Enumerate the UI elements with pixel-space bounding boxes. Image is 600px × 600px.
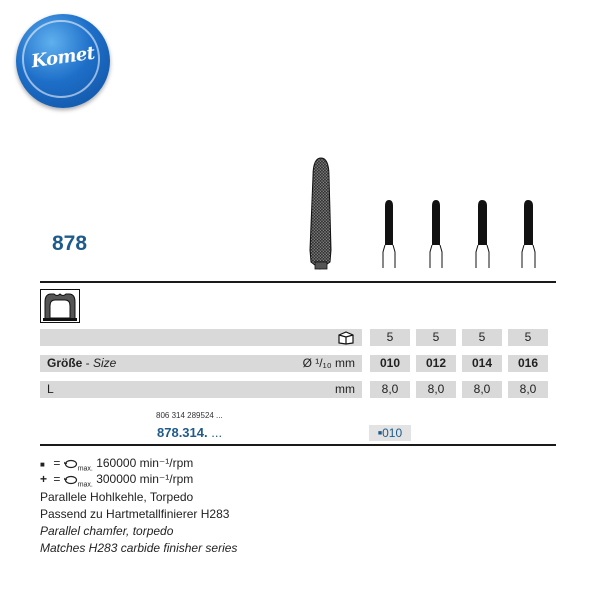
pack-qty-014: 5	[462, 329, 502, 346]
rotation-icon	[64, 459, 78, 469]
bur-size-014	[476, 200, 489, 268]
bur-size-016	[522, 200, 535, 268]
length-014: 8,0	[462, 381, 502, 398]
pack-qty-010: 5	[370, 329, 410, 346]
available-size: 010	[382, 426, 403, 440]
description-en-2: Matches H283 carbide finisher series	[40, 541, 238, 555]
rpm-note-1: ■ = $_{max.}$ 160000 min⁻¹/rpm	[40, 456, 194, 473]
length-unit: mm	[335, 382, 355, 396]
length-010: 8,0	[370, 381, 410, 398]
logo-text: Komet	[30, 42, 96, 73]
article-long-number: 806 314 289524 ...	[156, 411, 223, 420]
size-010: 010	[370, 355, 410, 372]
large-bur-drawing	[310, 158, 331, 269]
description-de-2: Passend zu Hartmetallfinierer H283	[40, 507, 230, 521]
row-label-band	[40, 355, 362, 372]
top-divider	[40, 281, 556, 283]
row-label-band	[40, 381, 362, 398]
package-icon	[337, 330, 355, 345]
rotation-icon	[64, 475, 78, 485]
length-row	[40, 381, 556, 398]
product-code-title: 878	[52, 232, 88, 255]
availability-symbol: ■	[377, 429, 383, 437]
bur-size-012	[430, 200, 442, 268]
length-016: 8,0	[508, 381, 548, 398]
row-label-band	[40, 329, 362, 346]
pack-qty-016: 5	[508, 329, 548, 346]
article-number: 878.314. ...	[157, 425, 223, 440]
bottom-divider	[40, 444, 556, 446]
size-unit: Ø ¹/₁₀ mm	[302, 356, 355, 370]
packaging-row	[40, 329, 556, 346]
description-en-1: Parallel chamfer, torpedo	[40, 524, 174, 538]
length-label: L	[47, 382, 54, 396]
available-size-badge	[369, 425, 411, 441]
size-row	[40, 355, 556, 372]
rpm-note-2: + = $_{max.}$ 300000 min⁻¹/rpm	[40, 472, 194, 489]
size-014: 014	[462, 355, 502, 372]
bur-size-010	[383, 200, 395, 268]
tooth-preparation-icon	[40, 289, 80, 323]
size-label: Größe - Size	[47, 356, 117, 370]
length-012: 8,0	[416, 381, 456, 398]
pack-qty-012: 5	[416, 329, 456, 346]
size-016: 016	[508, 355, 548, 372]
description-de-1: Parallele Hohlkehle, Torpedo	[40, 490, 194, 504]
size-012: 012	[416, 355, 456, 372]
